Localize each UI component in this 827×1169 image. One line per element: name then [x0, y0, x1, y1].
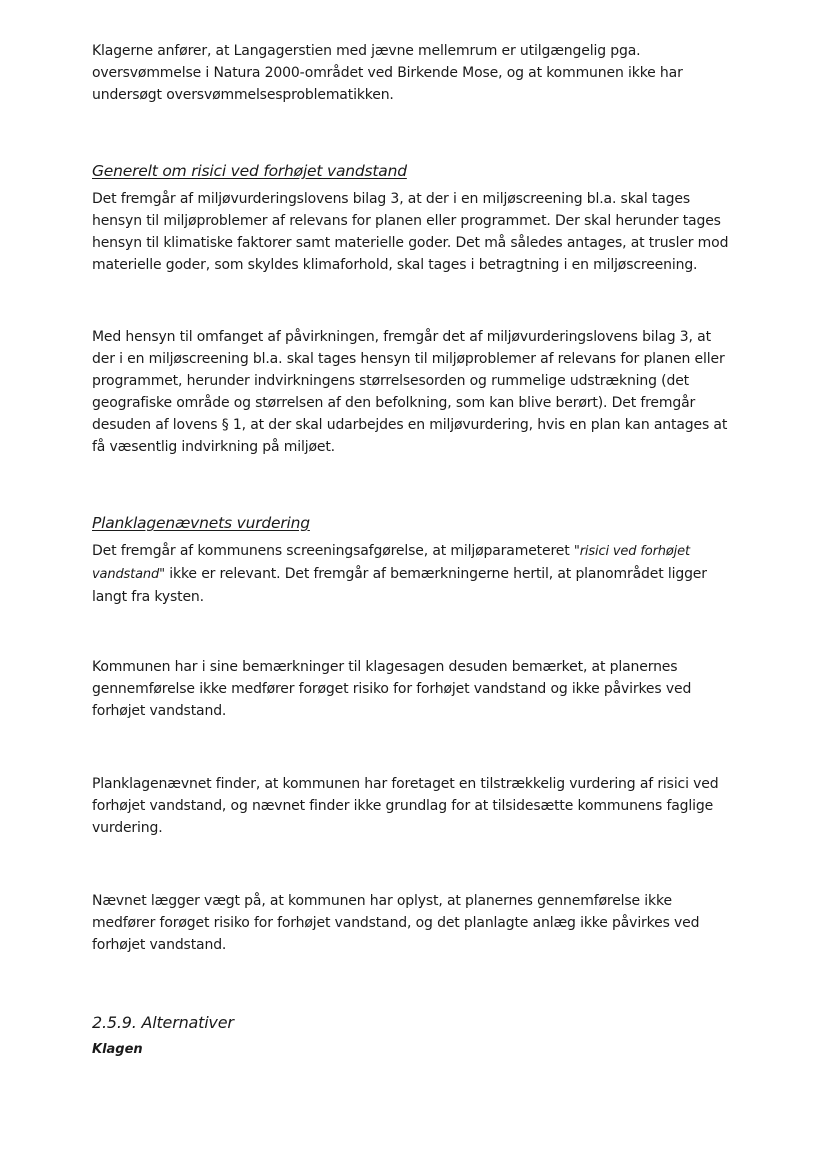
section-heading-alternatives: 2.5.9. Alternativer	[92, 1013, 234, 1032]
paragraph-board-finding: Planklagenævnet finder, at kommunen har foretaget en tilstrækkelig vurdering af risici ved forhøjet vandstand, og nævnet finder ikke grundlag for at tilsidesætte kommunens faglige vurdering.	[92, 776, 719, 836]
subheading-complaint: Klagen	[92, 1042, 143, 1057]
heading-board-assessment: Planklagenævnets vurdering	[92, 514, 310, 532]
paragraph-complaint: Klagerne anfører, at Langagerstien med jævne mellemrum er utilgængelig pga. oversvømmelse i Natura 2000-området ved Birkende Mose, og at kommunen ikke har undersøgt oversvømmelsesproblematikken.	[92, 43, 683, 103]
paragraph-municipality-remarks: Kommunen har i sine bemærkninger til klagesagen desuden bemærket, at planernes gennemførelse ikke medfører forøget risiko for forhøjet vandstand og ikke påvirkes ved forhøjet vandstand.	[92, 659, 692, 719]
heading-general-risk: Generelt om risici ved forhøjet vandstand	[92, 162, 407, 180]
screening-text-before: Det fremgår af kommunens screeningsafgørelse, at miljøparameteret	[92, 543, 574, 559]
paragraph-annex3-climate: Det fremgår af miljøvurderingslovens bilag 3, at der i en miljøscreening bl.a. skal tages hensyn til miljøproblemer af relevans for planen eller programmet. Der skal herunder tages hensyn til klimatiske faktorer samt materielle goder. Det må således antages, at trusler mod materielle goder, som skyldes klimaforhold, skal tages i betragtning i en miljøscreening.	[92, 191, 729, 273]
paragraph-board-emphasis: Nævnet lægger vægt på, at kommunen har oplyst, at planernes gennemførelse ikke medfører forøget risiko for forhøjet vandstand, og det planlagte anlæg ikke påvirkes ved forhøjet vandstand.	[92, 893, 700, 953]
paragraph-screening-decision	[92, 540, 737, 608]
paragraph-extent-impact: Med hensyn til omfanget af påvirkningen, fremgår det af miljøvurderingslovens bilag 3, at der i en miljøscreening bl.a. skal tages hensyn til miljøproblemer af relevans for planen eller programmet, herunder indvirkningens størrelsesorden og rummelige udstrækning (det geografiske område og størrelsen af den befolkning, som kan blive berørt). Det fremgår desuden af lovens § 1, at der skal udarbejdes en miljøvurdering, hvis en plan kan antages at få væsentlig indvirkning på miljøet.	[92, 329, 728, 455]
screening-text-after: ikke er relevant. Det fremgår af bemærkningerne hertil, at planområdet ligger langt fra kysten.	[92, 566, 707, 605]
screening-italic-quote: "risici ved forhøjet vandstand"	[92, 544, 690, 582]
